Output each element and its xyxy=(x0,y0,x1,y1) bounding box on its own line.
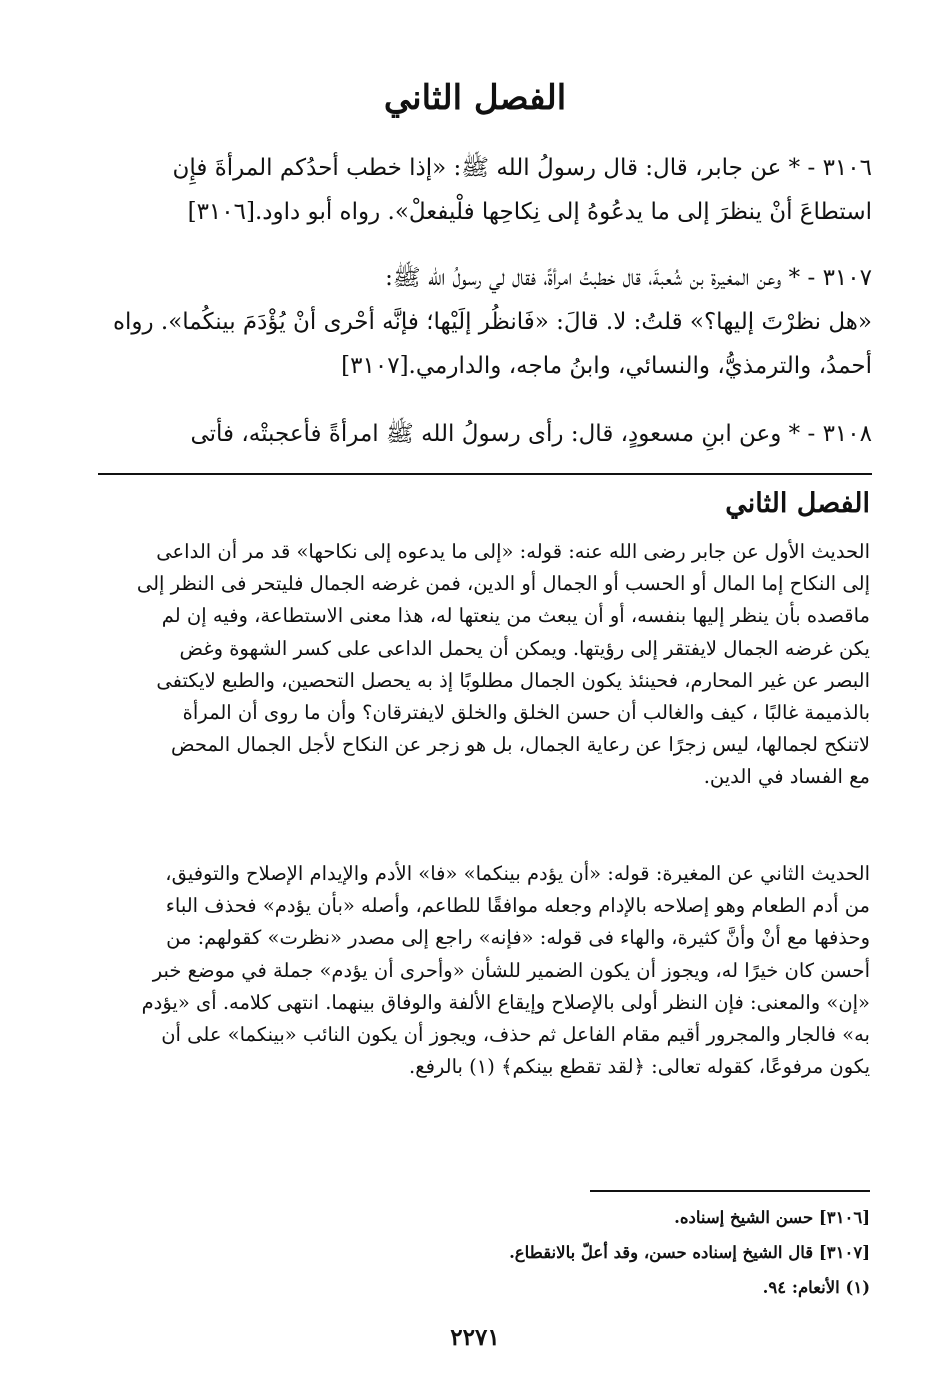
footnote-1: (١) الأنعام: ٩٤. xyxy=(762,1278,870,1297)
hadith-3106 xyxy=(98,146,872,234)
footnotes xyxy=(370,1200,870,1305)
commentary-line: الحديث الثاني عن المغيرة: قوله: «أن يؤدم بينكما» «فا» الأدم والإيدام الإصلاح والتوفيق، xyxy=(165,862,870,885)
hadith-line: استطاعَ أنْ ينظرَ إلى ما يدعُوهُ إلى نِكاحِها فلْيفعلْ». رواه أبو داود.[٣١٠٦] xyxy=(187,199,872,225)
footnote-3106: [٣١٠٦] حسن الشيخ إسناده. xyxy=(674,1208,870,1227)
commentary-paragraph-2 xyxy=(92,858,870,1083)
commentary-line: مع الفساد في الدين. xyxy=(703,765,870,789)
section-divider xyxy=(98,473,872,475)
hadith-line: ٣١٠٨ - * وعن ابنِ مسعودٍ، قال: رأى رسولُ الله ﷺ امرأةً فأعجبتْه، فأتى xyxy=(190,421,872,447)
commentary-line: ماقصده بأن ينظر إليها بنفسه، أو أن يبعث من ينعتها له، هذا معنى الاستطاعة، وفيه إن لم xyxy=(161,604,870,628)
hadith-line: ٣١٠٦ - * عن جابر، قال: قال رسولُ الله ﷺ: «إذا خطب أحدُكم المرأةَ فإِن xyxy=(172,155,872,181)
commentary-line: إلى النكاح إما المال أو الحسب أو الجمال أو الدين، فمن غرضه الجمال فليتحر فى النظر إلى xyxy=(136,572,870,596)
hadith-3107 xyxy=(98,256,872,388)
commentary-title: الفصل الثاني xyxy=(725,488,870,519)
commentary-line: من أدم الطعام وهو إصلاحه بالإدام وجعله موافقًا للطاعم، وأصله «بأن يؤدم» فحذف الباء xyxy=(165,894,870,918)
commentary-line: أحسن كان خيرًا له، ويجوز أن يكون الضمير للشأن «وأحرى أن يؤدم» جملة في موضع خبر xyxy=(152,958,870,982)
commentary-line: بالذميمة غالبًا ، كيف والغالب أن حسن الخلق والخلق لايفترقان؟ وأن ما روى أن المرأة xyxy=(182,701,870,725)
commentary-line: به» فالجار والمجرور أقيم مقام الفاعل ثم حذف، ويجوز أن يكون النائب «بينكما» على أن xyxy=(161,1023,870,1047)
footnote-3107: [٣١٠٧] قال الشيخ إسناده حسن، وقد أعلّ بالانقطاع. xyxy=(509,1243,870,1262)
main-title: الفصل الثاني xyxy=(383,78,567,118)
hadith-line: أحمدُ، والترمذيُّ، والنسائي، وابنُ ماجه، والدارمي.[٣١٠٧] xyxy=(341,353,872,379)
commentary-line: الحديث الأول عن جابر رضى الله عنه: قوله: «إلى ما يدعوه إلى نكاحها» قد مر أن الداعى xyxy=(156,540,870,563)
page-number: ٢٢٧١ xyxy=(450,1324,500,1351)
commentary-line: يكن غرضه الجمال لايفتقر إلى رؤيتها. ويمكن أن يحمل الداعى على كسر الشهوة وغض xyxy=(179,636,870,660)
commentary-line: وحذفها مع أنْ وأنَّ كثيرة، والهاء فى قوله: «فإنه» راجع إلى مصدر «نظرت» كقولهم: من xyxy=(166,926,870,950)
commentary-line: لاتنكح لجمالها، ليس زجرًا عن رعاية الجمال، بل هو زجر عن النكاح لأجل الجمال المحض xyxy=(171,733,870,757)
commentary-line: يكون مرفوعًا، كقوله تعالى: ﴿لقد تقطع بينكم﴾ (١) بالرفع. xyxy=(409,1055,870,1079)
footnote-divider xyxy=(590,1190,870,1192)
commentary-line: البصر عن غير المحارم، فحينئذ يكون الجمال مطلوبًا إذ به يحصل التحصين، والطبع لايكتفى xyxy=(156,668,870,692)
commentary-line: «إن» والمعنى: فإن النظر أولى بالإصلاح وإيقاع الألفة والوفاق بينهما. انتهى كلامه. أى «يؤدم xyxy=(141,990,870,1014)
hadith-line: ٣١٠٧ - * وعن المغيرة بن شُعبةَ، قال خطبتُ امرأةً، فقال لي رسولُ الله ﷺ: xyxy=(385,265,872,291)
hadith-line: «هل نظرْتَ إليها؟» قلتُ: لا. قالَ: «فَانظُر إلَيْها؛ فإنَّه أحْرى أنْ يُؤْدَمَ بينكُما». رواه xyxy=(112,309,872,335)
commentary-paragraph-1 xyxy=(92,536,870,794)
hadith-3108 xyxy=(98,412,872,456)
